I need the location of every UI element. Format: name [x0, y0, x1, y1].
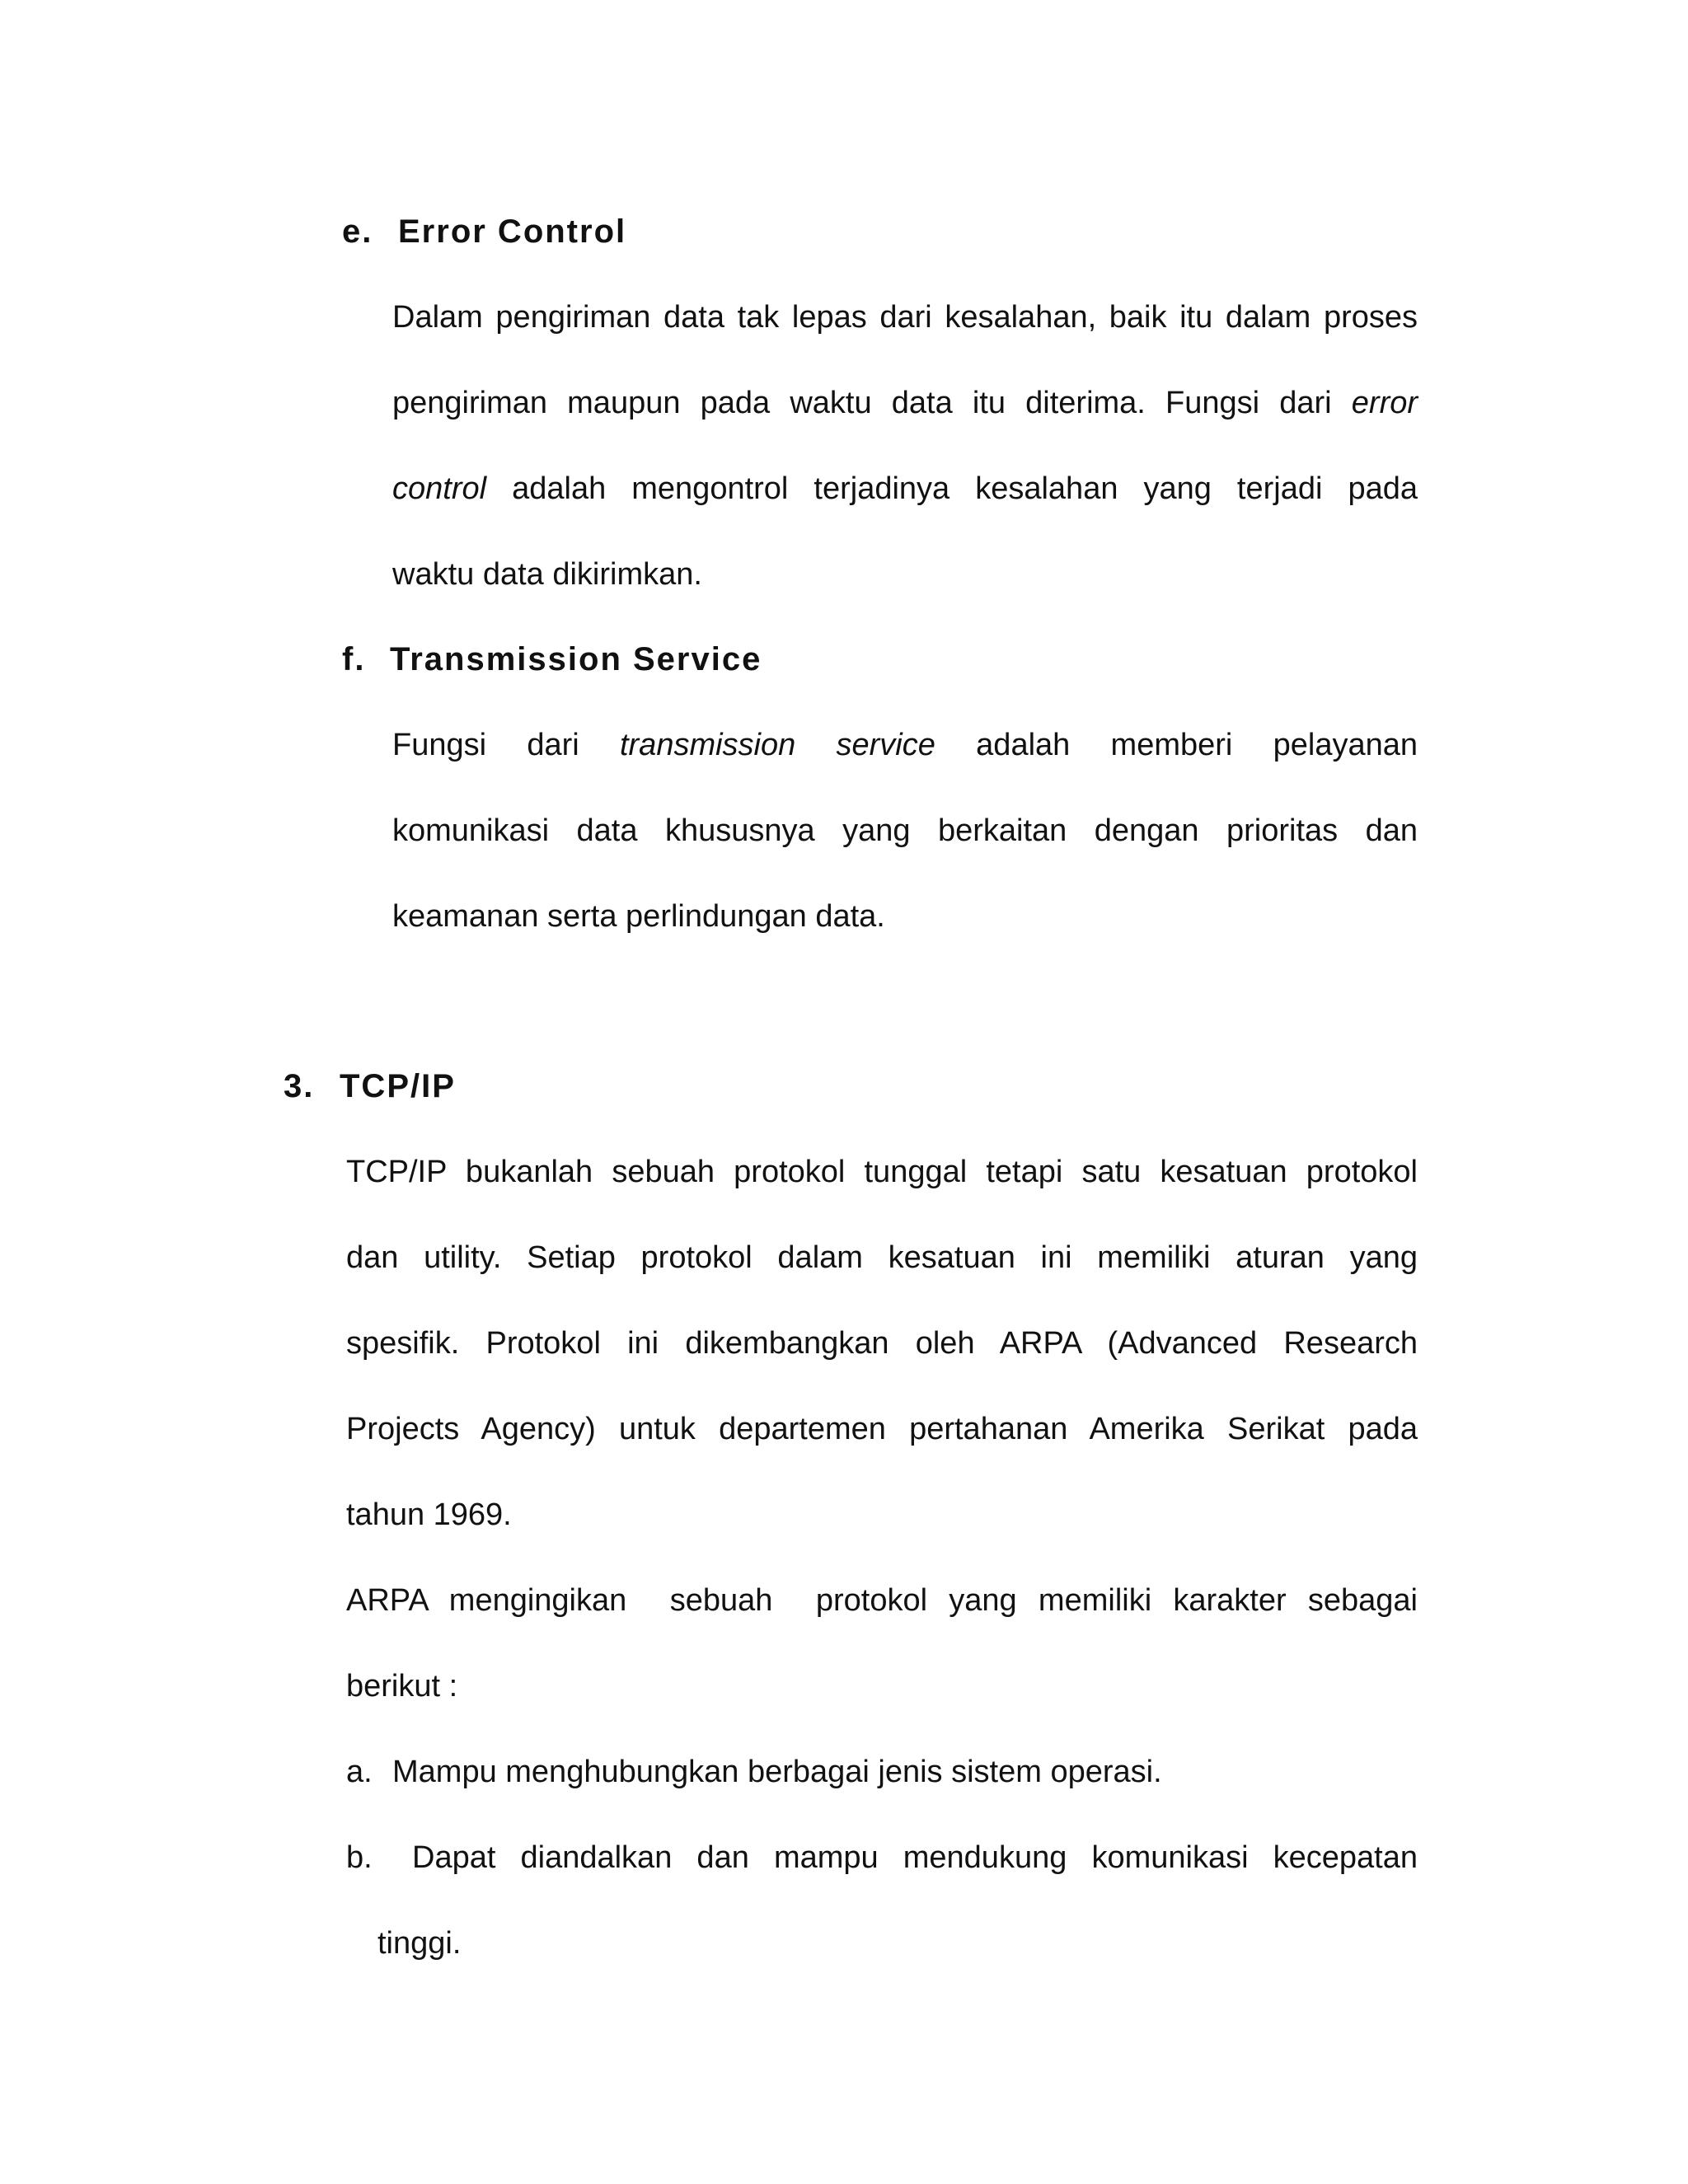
section-f-title: Transmission Service — [390, 641, 762, 677]
section-f-line-1-italic: transmission service — [619, 728, 935, 762]
section-e-line-2 — [392, 384, 1418, 422]
section-e-line-2-text: pengiriman maupun pada waktu data itu diterima. Fungsi dari — [392, 386, 1332, 420]
section-3-p1-line-3: spesifik. Protokol ini dikembangkan oleh ARPA (Advanced Research — [346, 1326, 1418, 1361]
list-item-a-marker: a. — [346, 1755, 373, 1789]
section-3-p1-line-4: Projects Agency) untuk departemen pertahanan Amerika Serikat pada — [346, 1412, 1418, 1446]
section-e-line-3-text: adalah mengontrol terjadinya kesalahan yang terjadi pada — [512, 471, 1418, 506]
section-e-line-1: Dalam pengiriman data tak lepas dari kesalahan, baik itu dalam proses — [392, 300, 1418, 335]
list-item-a — [346, 1753, 1162, 1791]
section-f-line-1 — [392, 726, 1418, 764]
section-3-p1-line-2: dan utility. Setiap protokol dalam kesatuan ini memiliki aturan yang — [346, 1240, 1418, 1275]
section-f-marker: f. — [342, 641, 366, 677]
section-3-p2-line-1: ARPA mengingikan sebuah protokol yang memiliki karakter sebagai — [346, 1583, 1418, 1618]
section-3-heading — [284, 1067, 456, 1105]
section-3-marker: 3. — [284, 1068, 315, 1104]
section-e-heading — [342, 213, 626, 251]
section-e-title: Error Control — [398, 213, 627, 250]
section-e-marker: e. — [342, 213, 373, 250]
section-f-line-1-text-b: adalah memberi pelayanan — [976, 728, 1418, 762]
section-e-line-4: waktu data dikirimkan. — [392, 557, 702, 592]
section-e-line-3 — [392, 470, 1418, 508]
list-item-a-text: Mampu menghubungkan berbagai jenis sistem operasi. — [392, 1755, 1162, 1789]
list-item-b-text-line-1: Dapat diandalkan dan mampu mendukung komunikasi kecepatan — [412, 1840, 1418, 1875]
list-item-b-marker: b. — [346, 1840, 373, 1875]
section-3-title: TCP/IP — [340, 1068, 456, 1104]
section-e-line-2-italic: error — [1351, 386, 1418, 420]
section-3-p1-line-1: TCP/IP bukanlah sebuah protokol tunggal tetapi satu kesatuan protokol — [346, 1155, 1418, 1189]
list-item-b-text-line-2: tinggi. — [377, 1926, 462, 1961]
section-f-line-2: komunikasi data khususnya yang berkaitan dengan prioritas dan — [392, 813, 1418, 848]
section-f-line-1-text-a: Fungsi dari — [392, 728, 579, 762]
section-f-heading — [342, 640, 762, 678]
section-3-p2-line-2: berikut : — [346, 1669, 458, 1704]
section-f-line-3: keamanan serta perlindungan data. — [392, 899, 885, 934]
section-e-line-3-italic: control — [392, 471, 487, 506]
section-3-p1-line-5: tahun 1969. — [346, 1497, 512, 1532]
